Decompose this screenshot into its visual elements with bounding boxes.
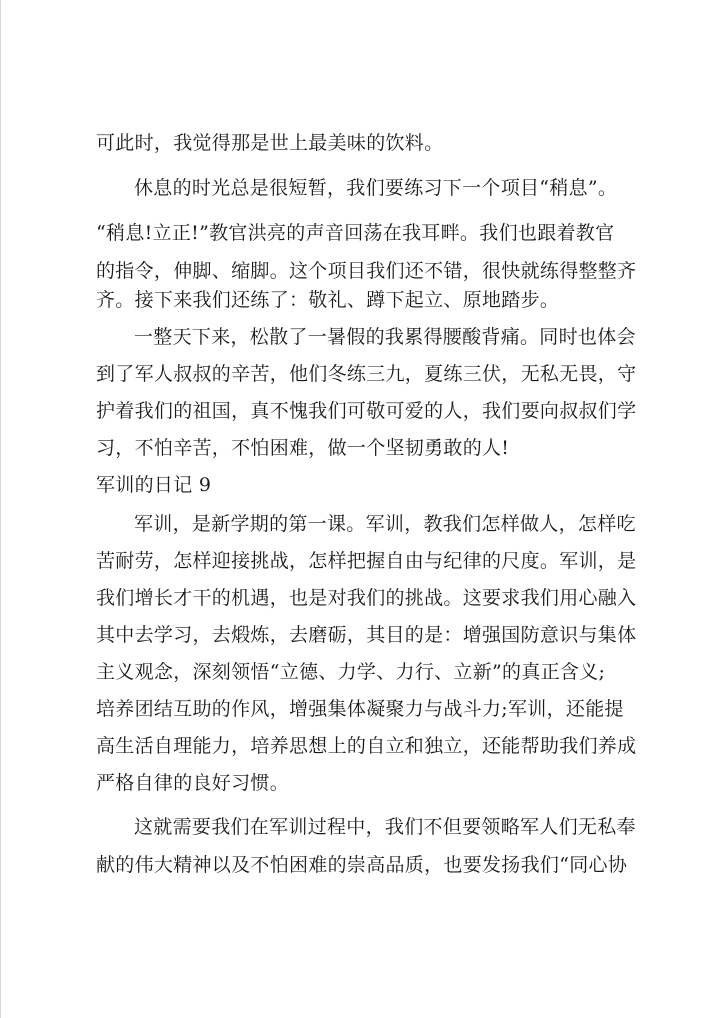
text-line: 其中去学习，去煅炼，去磨砺，其目的是：增强国防意识与集体 <box>96 624 637 646</box>
paragraph-start-line: 一整天下来，松散了一暑假的我累得腰酸背痛。同时也体会 <box>134 326 636 348</box>
text-line: 苦耐劳，怎样迎接挑战，怎样把握自由与纪律的尺度。军训，是 <box>96 550 637 572</box>
text-line: 的指令，伸脚、缩脚。这个项目我们还不错，很快就练得整整齐 <box>96 260 637 282</box>
paragraph-start-line: 休息的时光总是很短暂，我们要练习下一个项目“稍息”。 <box>134 177 618 199</box>
section-heading: 军训的日记 9 <box>96 474 212 496</box>
paragraph-start-line: 这就需要我们在军训过程中，我们不但要领略军人们无私奉 <box>134 816 636 838</box>
text-line: “稍息!立正!”教官洪亮的声音回荡在我耳畔。我们也跟着教官 <box>96 222 615 244</box>
text-line: 严格自律的良好习惯。 <box>96 772 290 794</box>
text-line: 高生活自理能力，培养思想上的自立和独立，还能帮助我们养成 <box>96 735 637 757</box>
text-line: 到了军人叔叔的辛苦，他们冬练三九，夏练三伏，无私无畏，守 <box>96 363 637 385</box>
paragraph-start-line: 军训，是新学期的第一课。军训，教我们怎样做人，怎样吃 <box>134 513 636 535</box>
text-line: 可此时，我觉得那是世上最美味的饮料。 <box>96 132 444 154</box>
text-line: 习，不怕辛苦，不怕困难，做一个坚韧勇敢的人! <box>96 437 510 459</box>
text-line: 主义观念，深刻领悟“立德、力学、力行、立新”的真正含义; <box>96 661 606 683</box>
text-line: 护着我们的祖国，真不愧我们可敬可爱的人，我们要向叔叔们学 <box>96 400 637 422</box>
text-line: 献的伟大精神以及不怕困难的崇高品质，也要发扬我们“同心协 <box>96 854 628 876</box>
text-line: 齐。接下来我们还练了：敬礼、蹲下起立、原地踏步。 <box>96 289 560 311</box>
text-line: 培养团结互助的作风，增强集体凝聚力与战斗力;军训，还能提 <box>96 698 624 720</box>
text-line: 我们增长才干的机遇，也是对我们的挑战。这要求我们用心融入 <box>96 587 637 609</box>
